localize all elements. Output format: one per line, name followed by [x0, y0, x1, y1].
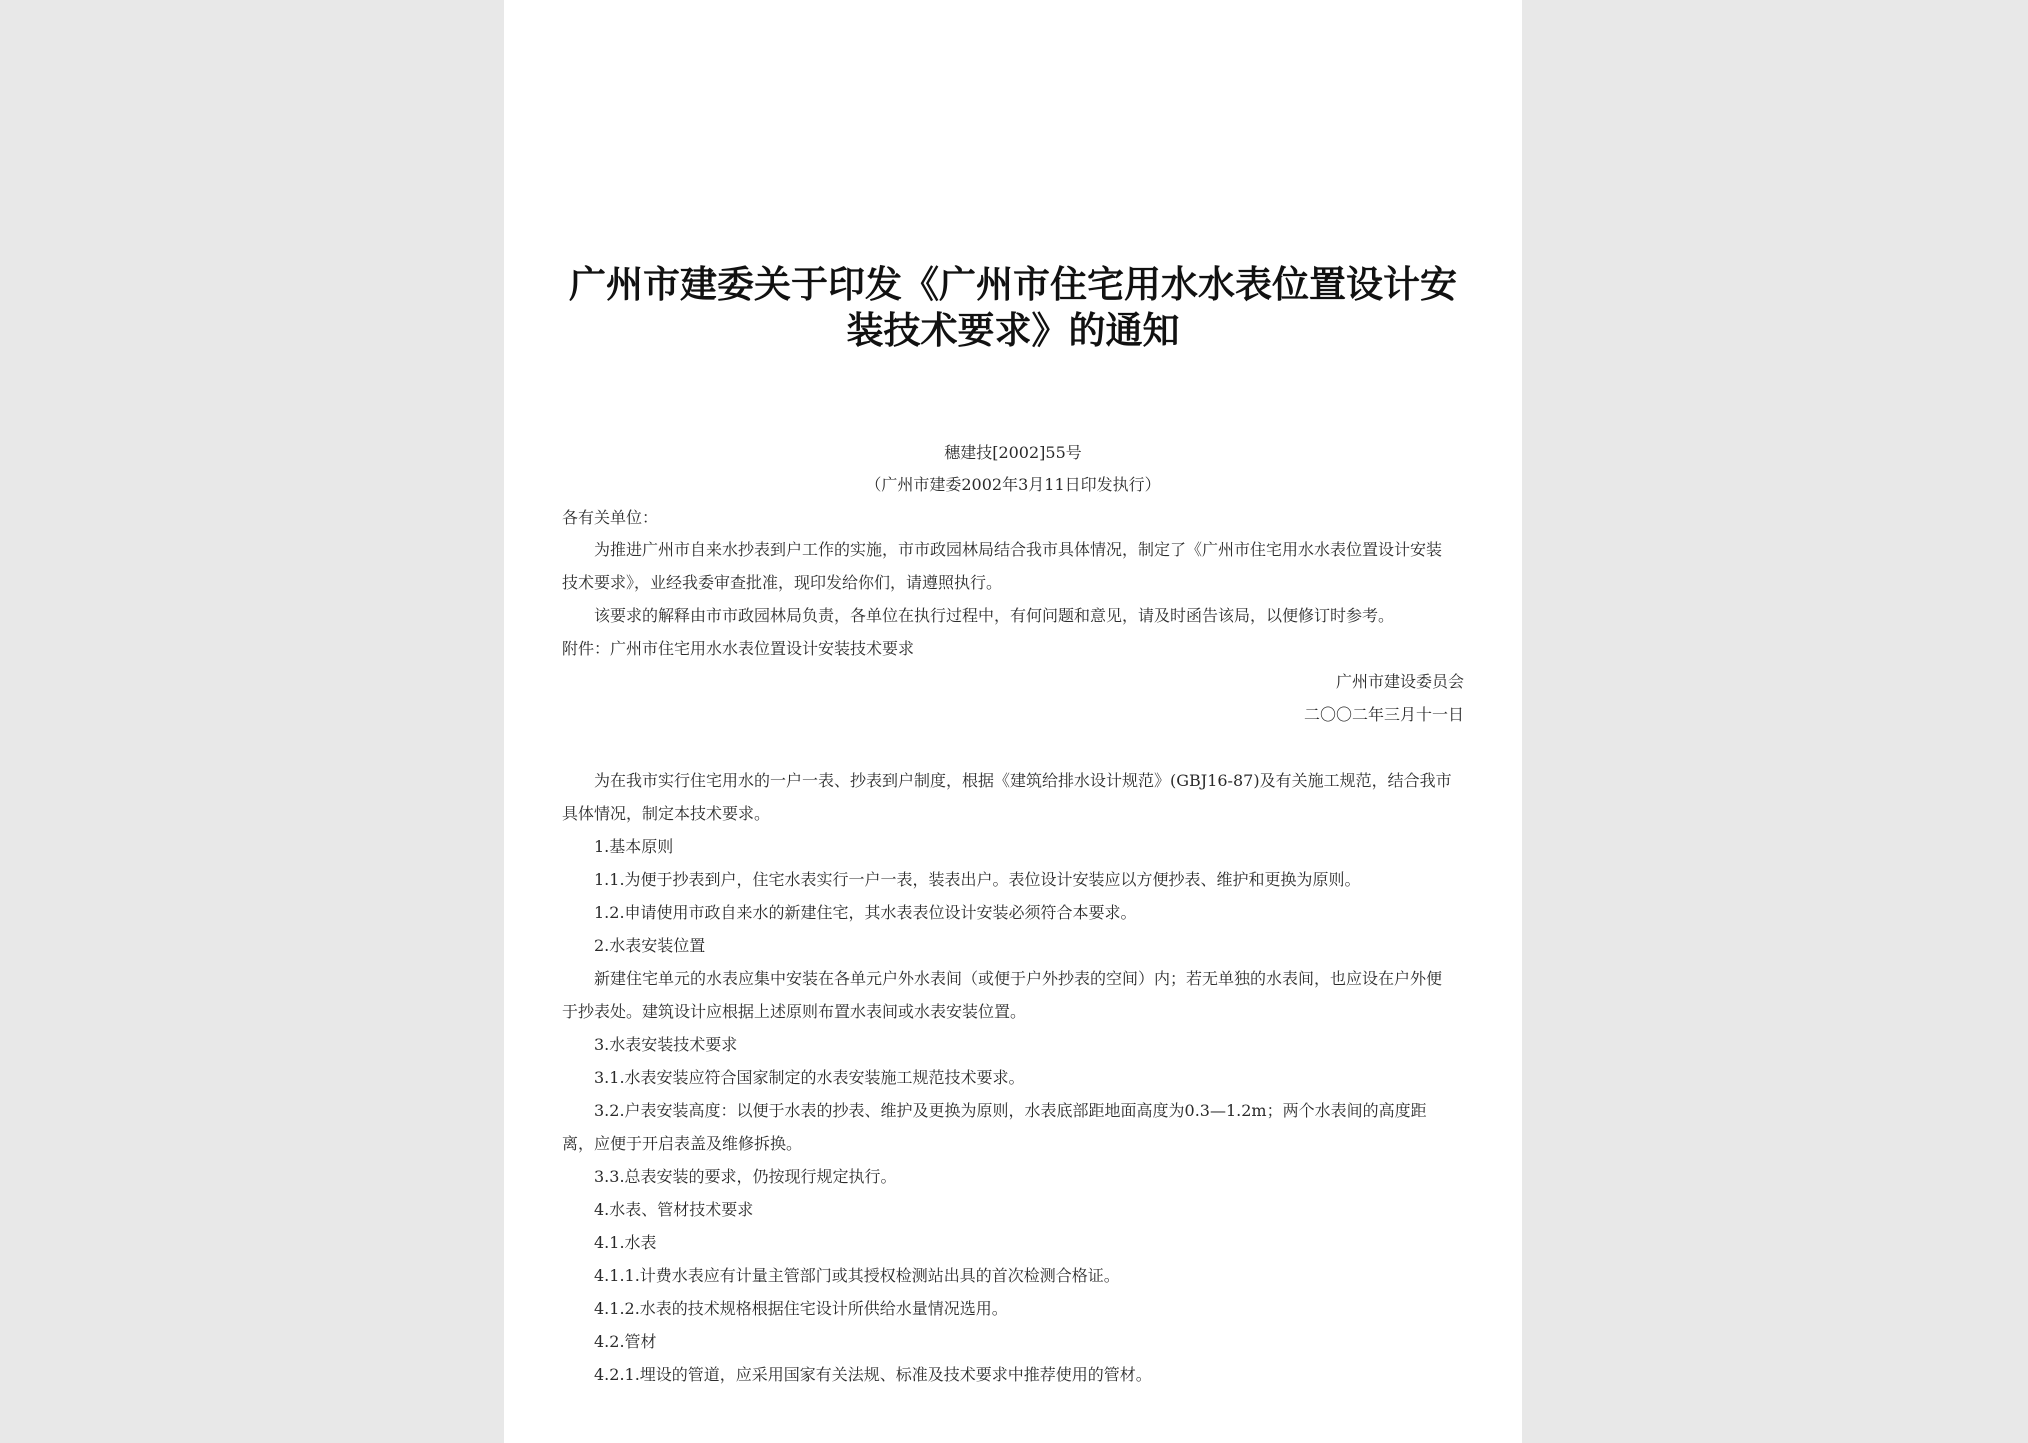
- addressee: 各有关单位：: [562, 508, 659, 527]
- clause: 3.3.总表安装的要求，仍按现行规定执行。: [594, 1167, 897, 1186]
- signature-date: 二〇〇二年三月十一日: [1303, 705, 1464, 724]
- paragraph-2: 该要求的解释由市市政园林局负责，各单位在执行过程中，有何问题和意见，请及时函告该局，以便修订时参考。: [594, 606, 1395, 625]
- paragraph-1-line-2: 技术要求》，业经我委审查批准，现印发给你们，请遵照执行。: [562, 573, 1003, 592]
- section-heading: 1.基本原则: [594, 837, 674, 856]
- clause: 离，应便于开启表盖及维修拆换。: [562, 1134, 803, 1153]
- intro-line-2: 具体情况，制定本技术要求。: [562, 804, 771, 823]
- section-heading: 2.水表安装位置: [594, 936, 706, 955]
- intro-line-1: 为在我市实行住宅用水的一户一表、抄表到户制度，根据《建筑给排水设计规范》(GBJ16-87)及有关施工规范，结合我市: [594, 771, 1452, 790]
- document-page: [504, 0, 1522, 1443]
- clause: 4.1.2.水表的技术规格根据住宅设计所供给水量情况选用。: [594, 1299, 1008, 1318]
- clause: 4.2.1.埋设的管道，应采用国家有关法规、标准及技术要求中推荐使用的管材。: [594, 1365, 1152, 1384]
- clause: 3.2.户表安装高度：以便于水表的抄表、维护及更换为原则，水表底部距地面高度为0.3—1.2m；两个水表间的高度距: [594, 1101, 1427, 1120]
- clause: 4.1.水表: [594, 1233, 657, 1252]
- clause: 1.1.为便于抄表到户，住宅水表实行一户一表，装表出户。表位设计安装应以方便抄表、维护和更换为原则。: [594, 870, 1361, 889]
- clause: 1.2.申请使用市政自来水的新建住宅，其水表表位设计安装必须符合本要求。: [594, 903, 1137, 922]
- clause: 于抄表处。建筑设计应根据上述原则布置水表间或水表安装位置。: [562, 1002, 1027, 1021]
- clause: 4.1.1.计费水表应有计量主管部门或其授权检测站出具的首次检测合格证。: [594, 1266, 1120, 1285]
- title-line-1: 广州市建委关于印发《广州市住宅用水水表位置设计安: [569, 263, 1457, 306]
- section-heading: 4.水表、管材技术要求: [594, 1200, 754, 1219]
- doc-number: 穗建技[2002]55号: [944, 443, 1082, 462]
- paragraph-1-line-1: 为推进广州市自来水抄表到户工作的实施，市市政园林局结合我市具体情况，制定了《广州市住宅用水水表位置设计安装: [594, 540, 1443, 559]
- document-title: [564, 262, 1462, 354]
- title-line-2: 装技术要求》的通知: [846, 309, 1180, 352]
- attachment-note: 附件：广州市住宅用水水表位置设计安装技术要求: [562, 639, 915, 658]
- clause: 新建住宅单元的水表应集中安装在各单元户外水表间（或便于户外抄表的空间）内；若无单独的水表间，也应设在户外便: [594, 969, 1443, 988]
- issue-note: （广州市建委2002年3月11日印发执行）: [865, 475, 1161, 494]
- clause: 3.1.水表安装应符合国家制定的水表安装施工规范技术要求。: [594, 1068, 1025, 1087]
- section-heading: 3.水表安装技术要求: [594, 1035, 738, 1054]
- signature-organization: 广州市建设委员会: [1335, 672, 1464, 691]
- clause: 4.2.管材: [594, 1332, 657, 1351]
